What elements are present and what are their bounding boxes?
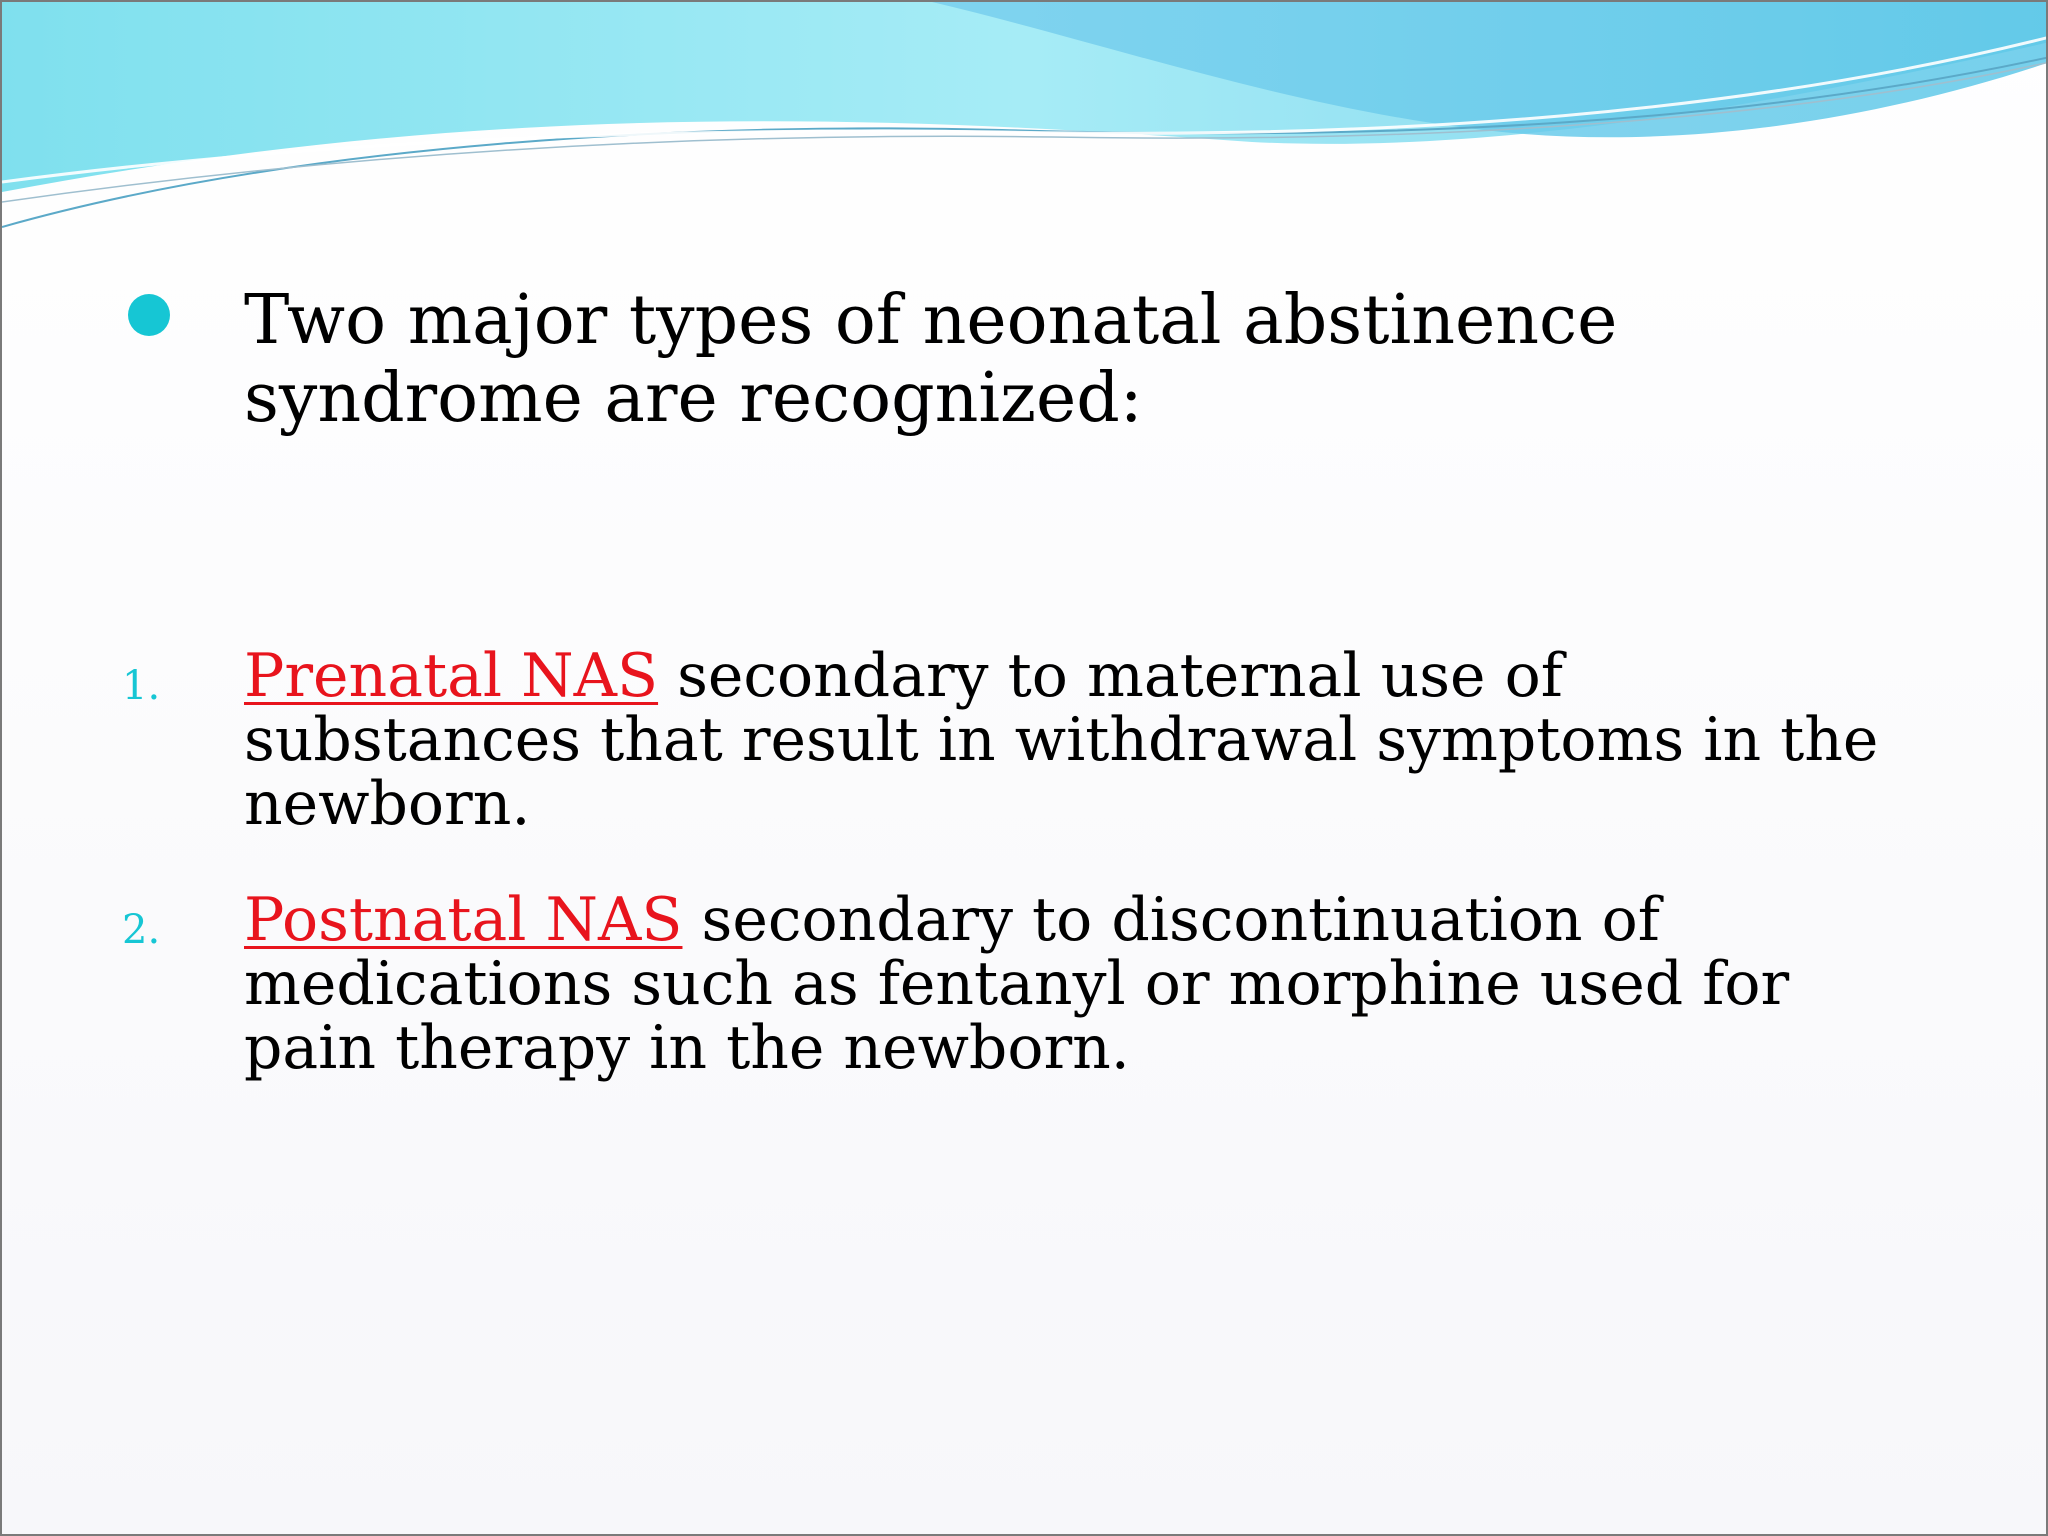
item-text xyxy=(244,885,1884,1083)
header-wave-decoration xyxy=(2,2,2048,242)
item-number: 1. xyxy=(122,663,161,709)
prenatal-nas-term: Prenatal NAS xyxy=(244,641,659,711)
postnatal-nas-term: Postnatal NAS xyxy=(244,885,683,955)
bullet-text: Two major types of neonatal abstinence syndrome are recognized: xyxy=(244,281,1618,438)
item-number: 2. xyxy=(122,907,161,953)
bullet-dot-icon xyxy=(128,294,170,336)
item-description: secondary to discontinuation of medications such as fentanyl or morphine used for pain therapy in the newborn. xyxy=(244,885,1790,1083)
item-description: secondary to maternal use of substances that result in withdrawal symptoms in the newborn. xyxy=(244,641,1879,839)
item-text xyxy=(244,641,1884,839)
